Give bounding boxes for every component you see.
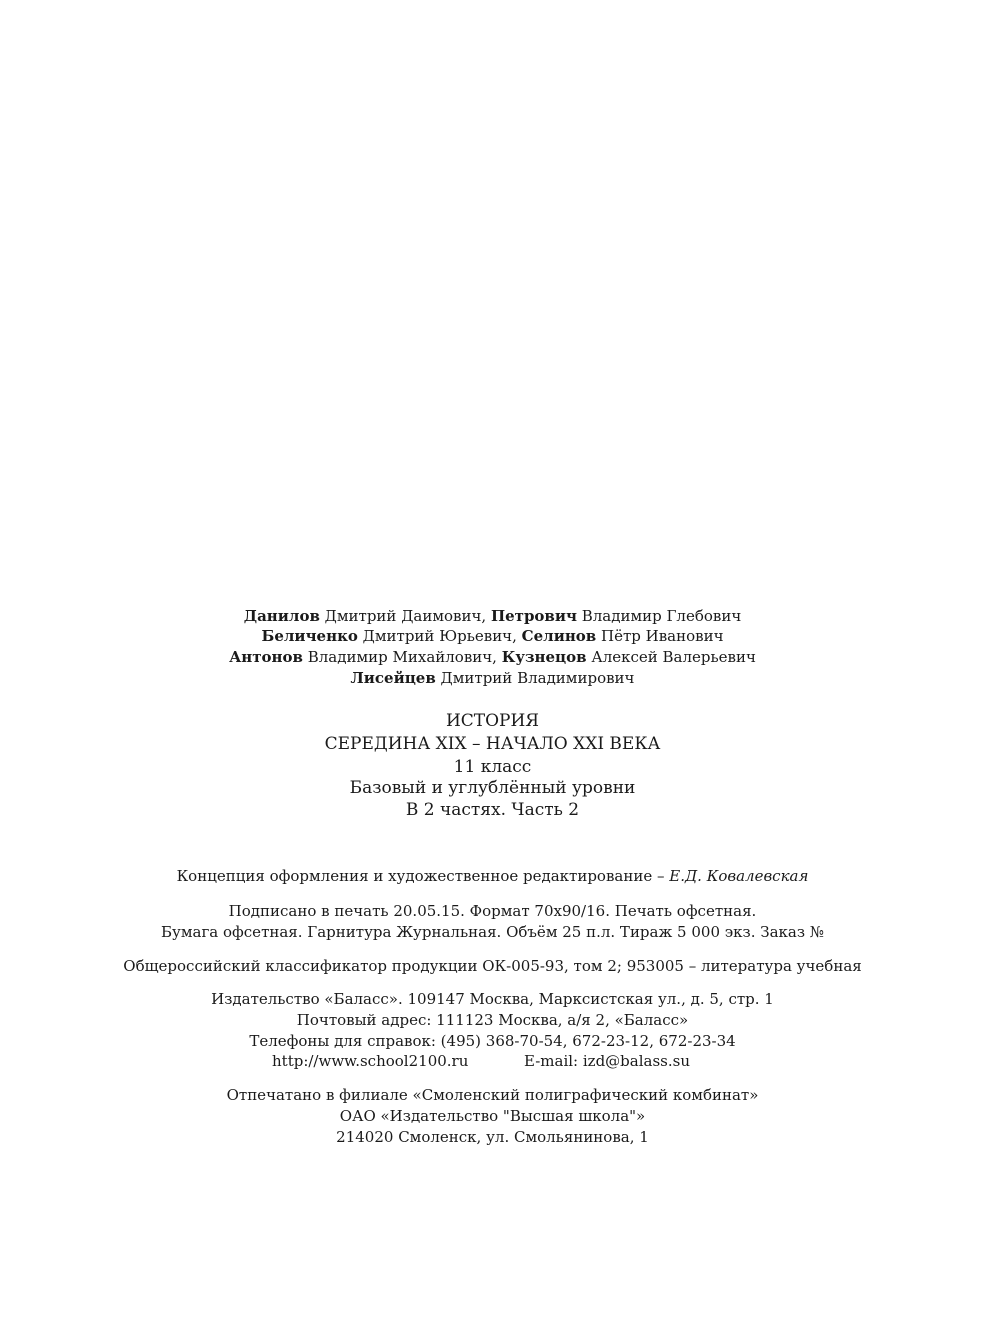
authors-line-1	[0, 606, 985, 626]
authors-line-4	[0, 668, 985, 688]
publisher-postal-address: Почтовый адрес: 111123 Москва, а/я 2, «Баласс»	[296, 1011, 689, 1029]
author-surname: Петрович	[490, 607, 577, 625]
design-credit	[0, 866, 985, 886]
publisher-phones: Телефоны для справок: (495) 368-70-54, 672-23-12, 672-23-34	[249, 1032, 736, 1050]
author-names: Дмитрий Владимирович	[435, 669, 635, 687]
author-names: Владимир Глебович	[576, 607, 742, 625]
author-names: Пётр Иванович	[596, 627, 724, 645]
author-surname: Кузнецов	[501, 648, 587, 666]
publisher-website-link[interactable]: http://www.school2100.ru	[272, 1052, 469, 1070]
printer-line-1: Отпечатано в филиале «Смоленский полиграфический комбинат»	[226, 1086, 759, 1104]
authors-line-3	[0, 647, 985, 667]
book-title: ИСТОРИЯ	[445, 711, 540, 731]
printer-line-2: ОАО «Издательство "Высшая школа"»	[339, 1107, 646, 1125]
publisher-address: Издательство «Баласс». 109147 Москва, Марксистская ул., д. 5, стр. 1	[211, 990, 774, 1008]
product-classifier: Общероссийский классификатор продукции ОК-005-93, том 2; 953005 – литература учебная	[123, 957, 862, 975]
book-subtitle: СЕРЕДИНА XIX – НАЧАЛО XXI ВЕКА	[324, 734, 661, 754]
book-parts: В 2 частях. Часть 2	[405, 800, 580, 820]
author-names: Дмитрий Даимович,	[319, 607, 491, 625]
author-names: Алексей Валерьевич	[586, 648, 756, 666]
author-surname: Селинов	[521, 627, 597, 645]
author-surname: Данилов	[243, 607, 320, 625]
book-level: Базовый и углублённый уровни	[349, 778, 636, 798]
design-credit-person: Е.Д. Ковалевская	[669, 867, 809, 885]
print-info-line-1: Подписано в печать 20.05.15. Формат 70x90/16. Печать офсетная.	[228, 902, 757, 920]
book-grade: 11 класс	[453, 757, 532, 777]
authors-line-2	[0, 626, 985, 646]
author-names: Владимир Михайлович,	[302, 648, 502, 666]
author-names: Дмитрий Юрьевич,	[357, 627, 522, 645]
design-credit-text: Концепция оформления и художественное редактирование –	[176, 867, 670, 885]
author-surname: Лисейцев	[350, 669, 436, 687]
author-surname: Беличенко	[261, 627, 358, 645]
printer-address: 214020 Смоленск, ул. Смольянинова, 1	[336, 1128, 649, 1146]
author-surname: Антонов	[229, 648, 303, 666]
publisher-email-link[interactable]: E-mail: izd@balass.su	[524, 1052, 690, 1070]
print-info-line-2: Бумага офсетная. Гарнитура Журнальная. Объём 25 п.л. Тираж 5 000 экз. Заказ №	[160, 923, 825, 941]
